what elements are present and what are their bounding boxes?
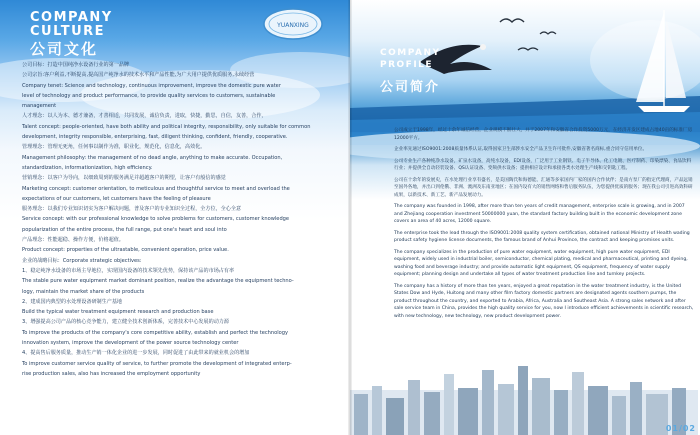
culture-text-line: standardization, informationization, high efficiency. bbox=[22, 164, 153, 171]
culture-text-line: Product concept: properties of the ultrastable, convenient operation, price value. bbox=[22, 247, 229, 254]
page-fold bbox=[348, 0, 352, 435]
logo-text: YUANXING bbox=[277, 22, 309, 29]
culture-text-line: management bbox=[22, 103, 57, 110]
culture-text-line: 企业的战略目标：Corporate strategic objectives: bbox=[22, 257, 142, 264]
culture-text-line: Company tenet: Science and technology, continuous improvement, improve the domestic pure water bbox=[22, 82, 281, 89]
profile-paragraph: The company was founded in 1998, after more than ten years of credit management, enterprise scale is growing, and in 2007 and Zhejiang cooperation investment 50000000 yuan, the standard factory building built in the economic development zone covers an area of 40 acres, 12000 square. bbox=[394, 204, 685, 224]
culture-text-line: 2、建成国内典型的水处理设备研制生产基地 bbox=[22, 298, 123, 305]
culture-text-line: Service concept: with our professional knowledge to solve problems for customers, customer knowledge bbox=[22, 216, 290, 223]
profile-title-en-2: PROFILE bbox=[380, 60, 434, 70]
page-number: 01/02 bbox=[665, 424, 696, 433]
profile-paragraph: The enterprise took the lead through the ISO9001:2008 quality system certification, obtained national Ministry of Health wading product safety hygiene license documents, the famous brand of Anhui Province, the contract and keeping promises units. bbox=[394, 230, 690, 243]
profile-paragraph: 公司专业生产各种纯净水设备，矿泉水设备，高纯水设备，EDI设备，广泛用于工业钢铁、电子半导体、化工电镀、医疗制药、印染漂染、食品饮料行业；并提供全自动轻装设备、QS认证设备、变频供水设备；提供相应设计和承接各类水处理生产线和交钥匙工程。 bbox=[394, 158, 692, 171]
culture-body-text bbox=[22, 60, 338, 379]
culture-text-line: 管理理念：管理无死角，任何事以制作为准，职业化，规范化，信息化，高效化。 bbox=[22, 144, 206, 151]
culture-text-line: 1、稳定纯净水设备的市场主导地位，实现国内设备的技术领先优势，保持该产品的市场占有率 bbox=[22, 267, 235, 274]
culture-text-line: 产品理念：性能超稳、操作方便，价格超值。 bbox=[22, 237, 124, 244]
culture-text-line: logy, maintain the market share of the products bbox=[22, 288, 145, 295]
culture-text-line: 服务理念：以我们专业知识切实为客户解决问题，普及客户的专业知识全过程，全方位，全心全意 bbox=[22, 206, 242, 213]
culture-text-line: 公司宗旨:客户利益,不断提高,提高国产纯净水的技术水平和产品性能,为广大用户提供优质服务,永续经营 bbox=[22, 72, 255, 79]
profile-title-zh: 公司简介 bbox=[380, 80, 441, 95]
profile-paragraph: 公司成立于1998年，经过十余年诚信经营，企业规模不断壮大，并于2007年和安徽省合作投资5000万元，在经济开发区建成占地40亩的标准厂房12000平方。 bbox=[394, 128, 693, 141]
culture-text-line: Build the typical water treatment equipment research and production base bbox=[22, 309, 214, 316]
culture-title-en-1: COMPANY bbox=[30, 10, 113, 25]
city-skyline-illustration bbox=[350, 360, 698, 435]
culture-text-line: Talent concept: people-oriented, have both ability and political integrity, responsibility, only suitable for common bbox=[22, 123, 311, 130]
gull-icon bbox=[500, 19, 524, 22]
culture-text-line: Marketing concept: customer orientation, to meticulous and thoughtful service to meet and overload the bbox=[22, 185, 290, 192]
culture-text-line: The stable pure water equipment market dominant position, realize the advantage the equipment techno- bbox=[22, 278, 294, 285]
culture-text-line: Management philosophy: the management of no dead angle, anything to make accurate. Occupation, bbox=[22, 154, 283, 161]
culture-text-line: development, integrity responsible, enterprising, fast, diligent thinking, confident, friendly, cooperative. bbox=[22, 134, 288, 141]
profile-title-en-1: COMPANY bbox=[380, 48, 441, 58]
profile-paragraph: 企业率先通过ISO9001:2008质量体系认证,取得国家卫生部涉水安全产品卫生许可批件,安徽省著名商标,重合同守信用单位。 bbox=[394, 147, 648, 152]
culture-text-line: 3、增强提高公司产品的核心竞争能力，建立健全技术创新体系，完善技术中心发展的动力源 bbox=[22, 319, 229, 326]
culture-text-line: 人才理念：以人为本、德才兼备，才善相适，共同发展，诚信负责，进取，快捷，勤思，自信，友善，合作， bbox=[22, 113, 267, 120]
culture-text-line: level of technology and product performance, to provide quality services to customers, sustainable bbox=[22, 92, 276, 99]
culture-text-line: popularization of the entire process, the full range, put one's heart and soul into bbox=[22, 226, 227, 233]
profile-paragraph: The company specializes in the production of pure water equipment, water equipment, high pure water equipment, EDI equipment, widely used in industrial boiler, semiconductor, chemical plating, medical and pharmaceutical, printing and dyeing, washing food and beverage industry; and provide automatic light equipment, QS equipment, frequency of water supply equipment; planning design and undertake all types of water treatment production line and turnkey projects. bbox=[394, 249, 688, 277]
culture-text-line: 公司目标：打造中国纯净水设备行业的第一品牌 bbox=[22, 62, 129, 68]
culture-text-line: To improve customer service quality of service, to further promote the development of integrated enterp- bbox=[22, 360, 292, 367]
gull-icon bbox=[540, 32, 556, 34]
profile-paragraph: The company has a history of more than ten years, enjoyed a great reputation in the water treatment industry, is the United States Dow and Hyde, Huitong and many other film factory domestic partners are designated agents southern pumps, the product throughout the country, and exported to Arabia, Africa, Australia and Southeast Asia. A strong sales network and after sale service team in China, provides the high quality service for you, now I introduce efficient achievements in scientific research, with new technology, new technology, new product development power. bbox=[394, 283, 694, 319]
culture-text-line: innovation system, improve the development of the power source technology center bbox=[22, 340, 239, 347]
culture-title-en-2: CULTURE bbox=[30, 24, 106, 39]
culture-text-line: expectations of our customers, let customers have the feeling of pleasure bbox=[22, 195, 211, 202]
profile-paragraph: 公司在十余年的发展史，在水处理行业享有盛名，是美国陶氏和海德能、汇通等多家国内厂家的国内合作伙伴；是南方泵厂的指定代理商，产品远销至国外各地，并出口到伦俄、非洲、澳洲及东南亚地区；在国内设有大的销售网络和售后服务队伍，为您提供优质的服务；现在我公司引进高效科研成果，以新技术、新工艺、新产品发展动力。 bbox=[394, 177, 693, 198]
culture-text-line: To improve the products of the company's core competitive ability, establish and perfect the technology bbox=[22, 329, 289, 336]
culture-text-line: rise production sales, also has increased the employment opportunity bbox=[22, 370, 201, 377]
culture-title-zh: 公司文化 bbox=[30, 40, 99, 58]
profile-body-text bbox=[394, 127, 694, 324]
gull-icon bbox=[518, 48, 538, 50]
culture-text-line: 4、提高售后服务质量，推动生产销一体化企业的进一步发展，同时促进了由此带来的就业机会的增加 bbox=[22, 350, 250, 357]
company-logo-icon bbox=[262, 6, 324, 42]
culture-text-line: 营销理念：以客户为导向，以细致周到的服务满足并超越客户的期望，让客户有般信的感觉 bbox=[22, 175, 226, 182]
